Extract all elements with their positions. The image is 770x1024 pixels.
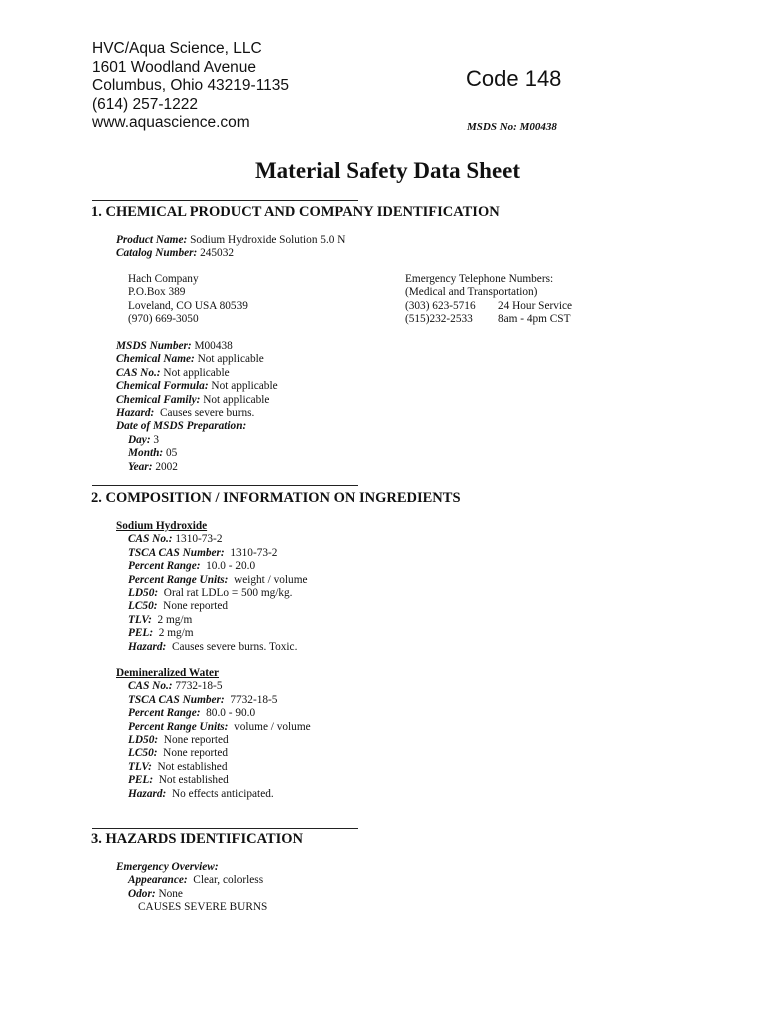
chemical-identification <box>116 340 278 474</box>
manufacturer-line: Hach Company <box>128 273 199 285</box>
field-label: CAS No.: <box>116 366 161 379</box>
date-prepared-label: Date of MSDS Preparation: <box>116 420 247 433</box>
field-label: TLV: <box>128 613 152 626</box>
field-label: LC50: <box>128 600 158 613</box>
field-value: Not applicable <box>203 393 270 406</box>
odor-label: Odor: <box>128 887 156 900</box>
emergency-phone-note: 24 Hour Service <box>498 299 573 312</box>
field-value: Causes severe burns. <box>159 407 255 420</box>
field-row <box>116 560 308 573</box>
field-value: Oral rat LDLo = 500 mg/kg. <box>163 587 293 600</box>
product-code: Code 148 <box>466 66 562 91</box>
field-label: TSCA CAS Number: <box>128 546 225 559</box>
field-label: Day: <box>128 433 151 446</box>
field-label: LC50: <box>128 747 158 760</box>
field-value: M00438 <box>194 340 233 352</box>
field-value: volume / volume <box>234 720 311 733</box>
field-row <box>116 547 308 560</box>
field-label: CAS No.: <box>128 680 173 693</box>
ingredient-block <box>116 667 311 801</box>
field-row <box>116 380 278 393</box>
field-value: Not established <box>157 760 228 773</box>
document-title: Material Safety Data Sheet <box>254 158 521 183</box>
field-label: MSDS Number: <box>116 340 192 352</box>
field-label: Year: <box>128 460 153 473</box>
field-value: None reported <box>163 734 229 747</box>
emergency-phone: (515)232-2533 <box>405 313 473 326</box>
section-divider <box>92 828 358 829</box>
field-value: 2 mg/m <box>157 613 193 626</box>
ingredient-block <box>116 520 308 654</box>
date-row <box>116 447 278 460</box>
field-row <box>116 600 308 613</box>
field-label: Hazard: <box>116 407 155 420</box>
section-3-heading: 3. HAZARDS IDENTIFICATION <box>91 831 304 847</box>
field-label: CAS No.: <box>128 533 173 546</box>
company-website: www.aquascience.com <box>92 114 250 132</box>
field-row <box>116 641 308 654</box>
field-label: Hazard: <box>128 640 167 653</box>
field-value: 1310-73-2 <box>175 533 223 546</box>
company-city: Columbus, Ohio 43219-1135 <box>92 77 290 95</box>
company-address-block <box>92 40 289 133</box>
appearance-value: Clear, colorless <box>193 874 264 887</box>
date-row <box>116 434 278 447</box>
emergency-phone-note: 8am - 4pm CST <box>498 313 571 326</box>
emergency-contacts <box>405 273 572 327</box>
field-value: Not applicable <box>211 380 278 393</box>
product-name-label: Product Name: <box>116 234 188 246</box>
catalog-number-label: Catalog Number: <box>116 247 198 260</box>
field-value: No effects anticipated. <box>171 787 274 800</box>
field-label: Chemical Name: <box>116 353 195 366</box>
field-row <box>116 574 308 587</box>
company-phone: (614) 257-1222 <box>92 95 198 113</box>
field-row <box>116 734 311 747</box>
field-row <box>116 367 278 380</box>
field-row <box>116 680 311 693</box>
field-label: Hazard: <box>128 787 167 800</box>
product-info <box>116 234 345 261</box>
field-label: Month: <box>128 447 164 460</box>
hazard-warning: CAUSES SEVERE BURNS <box>138 901 268 914</box>
date-row <box>116 461 278 474</box>
field-value: Not applicable <box>163 366 230 379</box>
field-row <box>116 707 311 720</box>
field-label: Percent Range Units: <box>128 573 229 586</box>
field-label: PEL: <box>128 774 154 787</box>
field-label: LD50: <box>128 587 159 600</box>
ingredient-name: Demineralized Water <box>116 667 220 679</box>
field-value: 80.0 - 90.0 <box>206 707 256 720</box>
section-divider <box>92 200 358 201</box>
field-row <box>116 587 308 600</box>
field-row <box>116 353 278 366</box>
field-value: None reported <box>163 747 229 760</box>
field-value: Not applicable <box>197 353 264 366</box>
field-row <box>116 394 278 407</box>
emergency-heading: Emergency Telephone Numbers: <box>405 273 554 285</box>
field-row <box>116 774 311 787</box>
field-value: 3 <box>153 433 160 446</box>
field-label: Percent Range: <box>128 707 201 720</box>
field-row <box>116 340 278 353</box>
field-row <box>116 627 308 640</box>
msds-number-header: MSDS No: M00438 <box>467 121 557 133</box>
field-row <box>116 761 311 774</box>
hazards-overview <box>116 861 267 915</box>
field-label: Percent Range: <box>128 560 201 573</box>
field-row <box>116 747 311 760</box>
field-label: TSCA CAS Number: <box>128 693 225 706</box>
field-label: TLV: <box>128 760 152 773</box>
field-row <box>116 694 311 707</box>
manufacturer-line: (970) 669-3050 <box>128 313 199 326</box>
field-label: Chemical Family: <box>116 393 201 406</box>
field-value: weight / volume <box>234 573 308 586</box>
appearance-label: Appearance: <box>128 874 188 887</box>
field-value: None reported <box>163 600 229 613</box>
catalog-number-value: 245032 <box>200 247 234 260</box>
field-row <box>116 721 311 734</box>
field-row <box>116 788 311 801</box>
field-value: 7732-18-5 <box>175 680 223 693</box>
emergency-phone: (303) 623-5716 <box>405 299 476 312</box>
manufacturer-address <box>128 273 248 327</box>
field-row <box>116 614 308 627</box>
odor-value: None <box>158 887 183 900</box>
emergency-subheading: (Medical and Transportation) <box>405 286 538 299</box>
field-label: Percent Range Units: <box>128 720 229 733</box>
company-street: 1601 Woodland Avenue <box>92 58 257 76</box>
company-name: HVC/Aqua Science, LLC <box>92 40 262 57</box>
section-2-heading: 2. COMPOSITION / INFORMATION ON INGREDIENTS <box>91 490 461 506</box>
field-value: Causes severe burns. Toxic. <box>171 640 298 653</box>
section-divider <box>92 485 358 486</box>
manufacturer-line: Loveland, CO USA 80539 <box>128 299 248 312</box>
emergency-overview-label: Emergency Overview: <box>116 861 219 873</box>
field-value: 2002 <box>155 460 178 473</box>
field-value: 2 mg/m <box>158 627 194 640</box>
ingredient-name: Sodium Hydroxide <box>116 520 208 532</box>
field-label: Chemical Formula: <box>116 380 209 393</box>
field-row <box>116 407 278 420</box>
field-value: 05 <box>166 447 178 460</box>
field-value: 10.0 - 20.0 <box>206 560 256 573</box>
field-value: Not established <box>158 774 229 787</box>
product-name-value: Sodium Hydroxide Solution 5.0 N <box>190 234 346 246</box>
field-value: 7732-18-5 <box>230 693 278 706</box>
field-row <box>116 533 308 546</box>
section-1-heading: 1. CHEMICAL PRODUCT AND COMPANY IDENTIFICATION <box>91 204 500 220</box>
manufacturer-line: P.O.Box 389 <box>128 286 186 299</box>
field-label: PEL: <box>128 627 154 640</box>
field-label: LD50: <box>128 734 159 747</box>
field-value: 1310-73-2 <box>230 546 278 559</box>
